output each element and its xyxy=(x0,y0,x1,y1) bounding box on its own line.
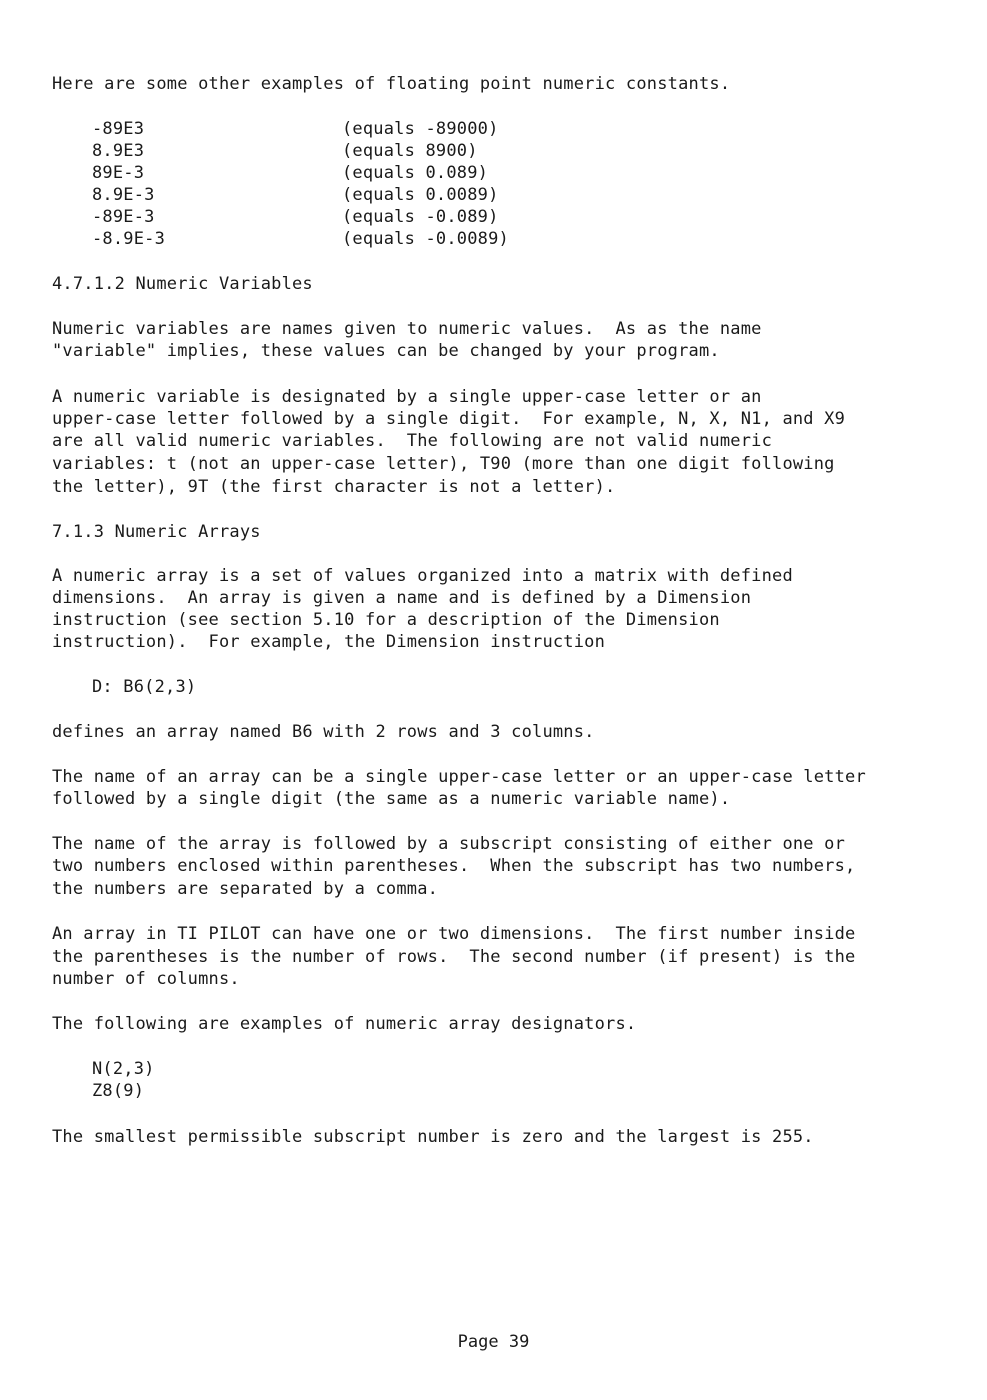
paragraph-line: variables: t (not an upper-case letter), T90 (more than one digit following xyxy=(52,454,835,474)
code-example: N(2,3) xyxy=(92,1059,155,1079)
constant-value: -8.9E-3 xyxy=(92,229,166,249)
paragraph-line: Numeric variables are names given to numeric values. As as the name xyxy=(52,319,762,339)
paragraph-line: The following are examples of numeric array designators. xyxy=(52,1014,637,1034)
paragraph-line: dimensions. An array is given a name and is defined by a Dimension xyxy=(52,588,752,608)
code-example: Z8(9) xyxy=(92,1081,145,1101)
constant-value: 8.9E-3 xyxy=(92,185,155,205)
constant-note: (equals -0.0089) xyxy=(342,229,509,249)
paragraph-line: are all valid numeric variables. The following are not valid numeric xyxy=(52,431,773,451)
paragraph-line: instruction). For example, the Dimension instruction xyxy=(52,632,606,652)
paragraph-line: two numbers enclosed within parentheses. When the subscript has two numbers, xyxy=(52,856,856,876)
constant-value: -89E3 xyxy=(92,119,145,139)
paragraph-line: A numeric array is a set of values organized into a matrix with defined xyxy=(52,566,793,586)
paragraph-line: upper-case letter followed by a single digit. For example, N, X, N1, and X9 xyxy=(52,409,846,429)
constant-note: (equals -0.089) xyxy=(342,207,499,227)
paragraph-line: The name of an array can be a single upper-case letter or an upper-case letter xyxy=(52,767,866,787)
section-heading: 7.1.3 Numeric Arrays xyxy=(52,522,261,542)
paragraph-line: the letter), 9T (the first character is not a letter). xyxy=(52,477,616,497)
page-number: Page 39 xyxy=(457,1332,530,1352)
paragraph-line: the parentheses is the number of rows. The second number (if present) is the xyxy=(52,947,856,967)
paragraph-line: The smallest permissible subscript number is zero and the largest is 255. xyxy=(52,1127,814,1147)
paragraph-line: A numeric variable is designated by a single upper-case letter or an xyxy=(52,387,762,407)
constant-value: 89E-3 xyxy=(92,163,145,183)
paragraph-line: the numbers are separated by a comma. xyxy=(52,879,439,899)
paragraph-line: The name of the array is followed by a subscript consisting of either one or xyxy=(52,834,846,854)
section-heading: 4.7.1.2 Numeric Variables xyxy=(52,274,313,294)
constant-note: (equals 8900) xyxy=(342,141,478,161)
constant-note: (equals 0.089) xyxy=(342,163,489,183)
paragraph-line: number of columns. xyxy=(52,969,240,989)
paragraph-line: followed by a single digit (the same as a numeric variable name). xyxy=(52,789,731,809)
paragraph-line: instruction (see section 5.10 for a description of the Dimension xyxy=(52,610,720,630)
code-example: D: B6(2,3) xyxy=(92,677,197,697)
paragraph-line: An array in TI PILOT can have one or two dimensions. The first number inside xyxy=(52,924,856,944)
constant-value: -89E-3 xyxy=(92,207,155,227)
constant-value: 8.9E3 xyxy=(92,141,145,161)
paragraph-line: defines an array named B6 with 2 rows and 3 columns. xyxy=(52,722,595,742)
intro-text: Here are some other examples of floating point numeric constants. xyxy=(52,74,731,94)
constant-note: (equals 0.0089) xyxy=(342,185,499,205)
paragraph-line: "variable" implies, these values can be changed by your program. xyxy=(52,341,720,361)
constant-note: (equals -89000) xyxy=(342,119,499,139)
